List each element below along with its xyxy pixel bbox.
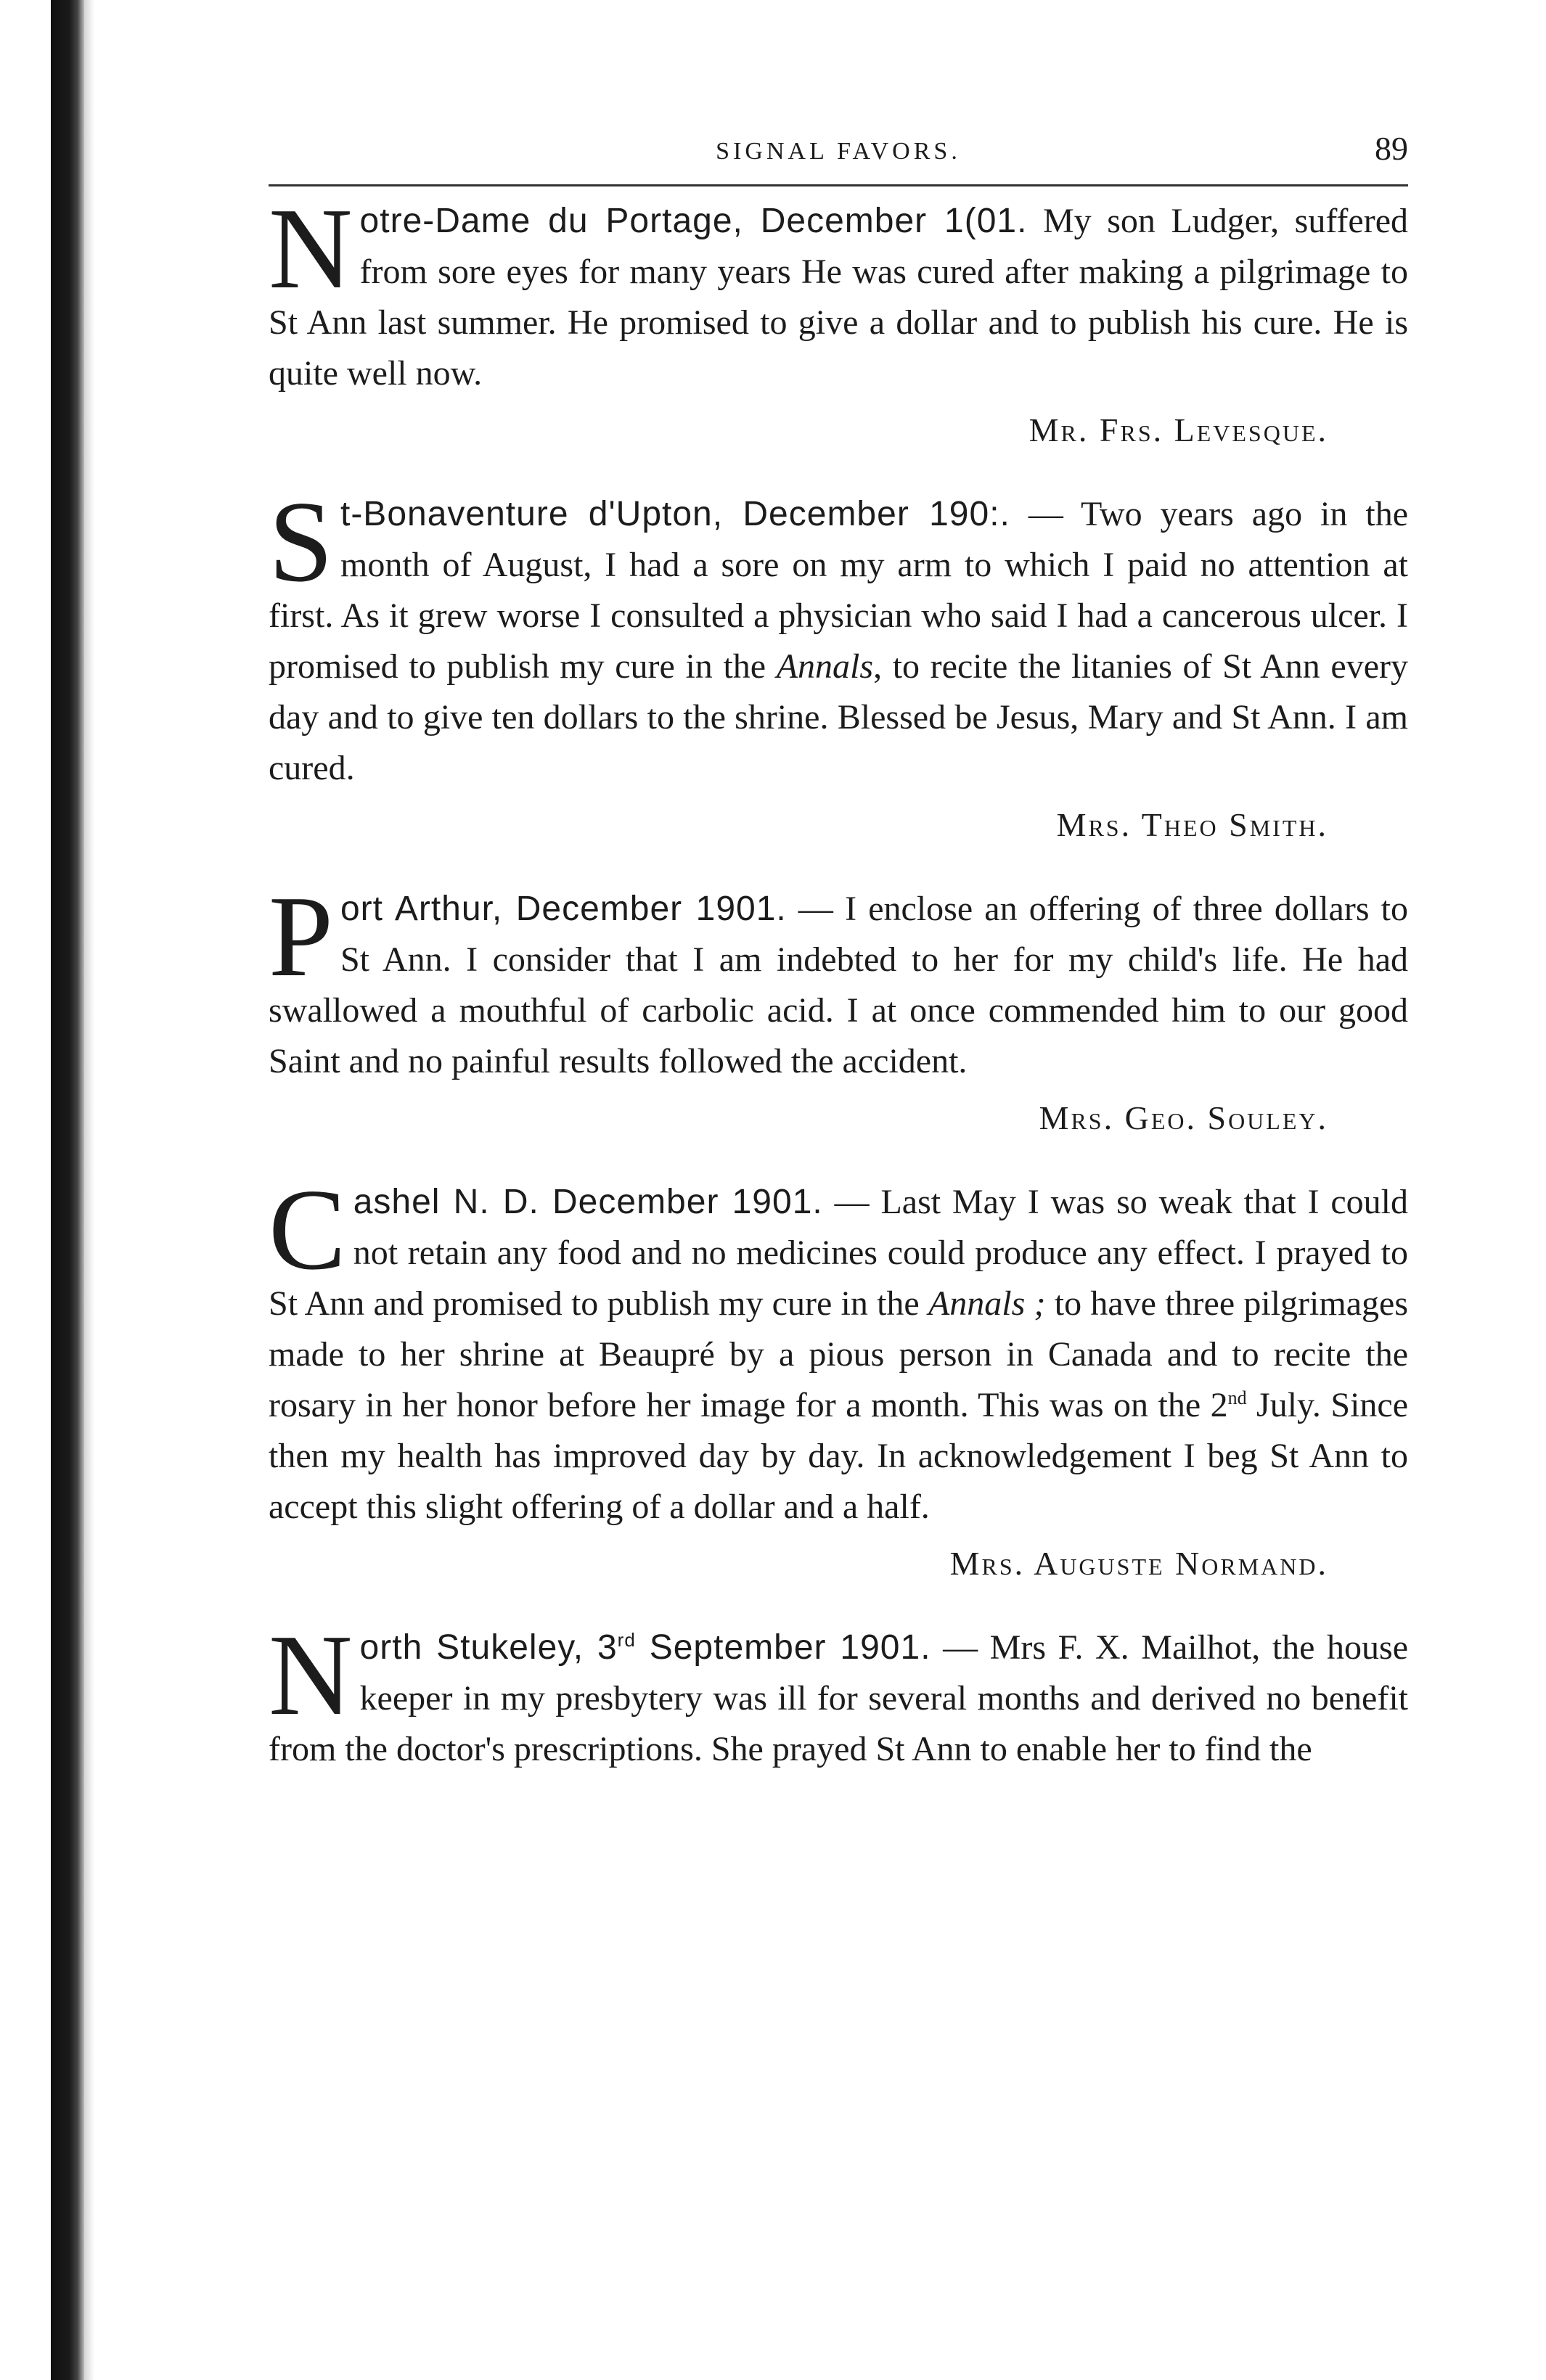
- header-rule: [269, 184, 1408, 186]
- running-header: [269, 109, 1408, 174]
- entry-cashel: [269, 1165, 1409, 1589]
- entry-notre-dame: [269, 184, 1409, 456]
- entry-place-start: orth Stukeley, 3: [359, 1628, 618, 1667]
- entry-place: [360, 1628, 931, 1667]
- entry-body: — I enclose an offering of three dollars to St Ann. I consider that I am indebted to her for my child's life. He had swallowed a mouthful of carbolic acid. I at once commended him to our good Saint and no painful results followed the accident.: [269, 890, 1408, 1080]
- entry-signature: Mrs. Theo Smith.: [1056, 806, 1328, 843]
- drop-cap: C: [269, 1165, 346, 1294]
- drop-cap: N: [269, 1610, 353, 1739]
- ordinal-suffix: rd: [617, 1629, 636, 1651]
- entries: [269, 184, 1409, 1808]
- annals-title: Annals: [776, 647, 874, 686]
- entry-place: ort Arthur, December 1901.: [340, 890, 787, 928]
- entry-signature: Mrs. Auguste Normand.: [949, 1545, 1328, 1582]
- entry-body: — Mrs F. X. Mailhot, the house keeper in my presbytery was ill for several months and derived no benefit from the doctor's prescriptions. She prayed St Ann to enable her to find the: [269, 1628, 1409, 1768]
- entry-place-end: September 1901.: [649, 1628, 931, 1667]
- entry-body-continued: July. Since then my health has improved day by day. In acknowledgement I beg St Ann to accept this slight offering of a dollar and a half.: [269, 1386, 1409, 1526]
- ordinal-suffix: nd: [1227, 1387, 1247, 1408]
- scan-binding-edge: [51, 0, 84, 2380]
- drop-cap: S: [269, 477, 333, 606]
- entry-place: ashel N. D. December 1901.: [353, 1183, 823, 1221]
- entry-body: My son Ludger, suffered from sore eyes for many years He was cured after making a pilgrimage to St Ann last summer. He promised to give a dollar and to publish his cure. He is quite well now.: [269, 202, 1409, 393]
- entry-text: [269, 477, 1408, 794]
- entry-body: — Last May I was so weak that I could not retain any food and no medicines could produce any effect. I prayed to St Ann and promised to publish my cure in the: [269, 1183, 1409, 1323]
- entry-body: — Two years ago in the month of August, I had a sore on my arm to which I paid no attention at first. As it grew worse I consulted a physician who said I had a cancerous ulcer. I promised to publish my cure in the: [269, 495, 1408, 686]
- drop-cap: P: [269, 871, 333, 1001]
- entry-body-middle: to have three pilgrimages made to her shrine at Beaupré by a pious person in Canada and to recite the rosary in her honor before her image for a month. This was on the 2: [269, 1284, 1409, 1424]
- entry-port-arthur: [269, 871, 1408, 1144]
- drop-cap: N: [269, 184, 353, 313]
- entry-text: [269, 1610, 1409, 1775]
- page-number: 89: [1375, 130, 1408, 167]
- entry-place: otre-Dame du Portage, December 1(01.: [359, 202, 1028, 240]
- entry-north-stukeley: [269, 1610, 1409, 1775]
- entry-text: [269, 184, 1409, 399]
- page: [269, 109, 1409, 1768]
- entry-place: t-Bonaventure d'Upton, December 190:.: [340, 495, 1010, 533]
- running-title: SIGNAL FAVORS.: [716, 138, 961, 165]
- scan-edge-shadow: [84, 0, 94, 2380]
- annals-title: Annals ;: [928, 1284, 1046, 1323]
- entry-signature: Mrs. Geo. Souley.: [1039, 1099, 1328, 1136]
- entry-text: [269, 1165, 1409, 1532]
- entry-signature: Mr. Frs. Levesque.: [1028, 411, 1328, 448]
- entry-body-continued: , to recite the litanies of St Ann every day and to give ten dollars to the shrine. Blessed be Jesus, Mary and St Ann. I am cured.: [269, 647, 1408, 787]
- entry-text: [269, 871, 1408, 1087]
- entry-st-bonaventure: [269, 477, 1408, 850]
